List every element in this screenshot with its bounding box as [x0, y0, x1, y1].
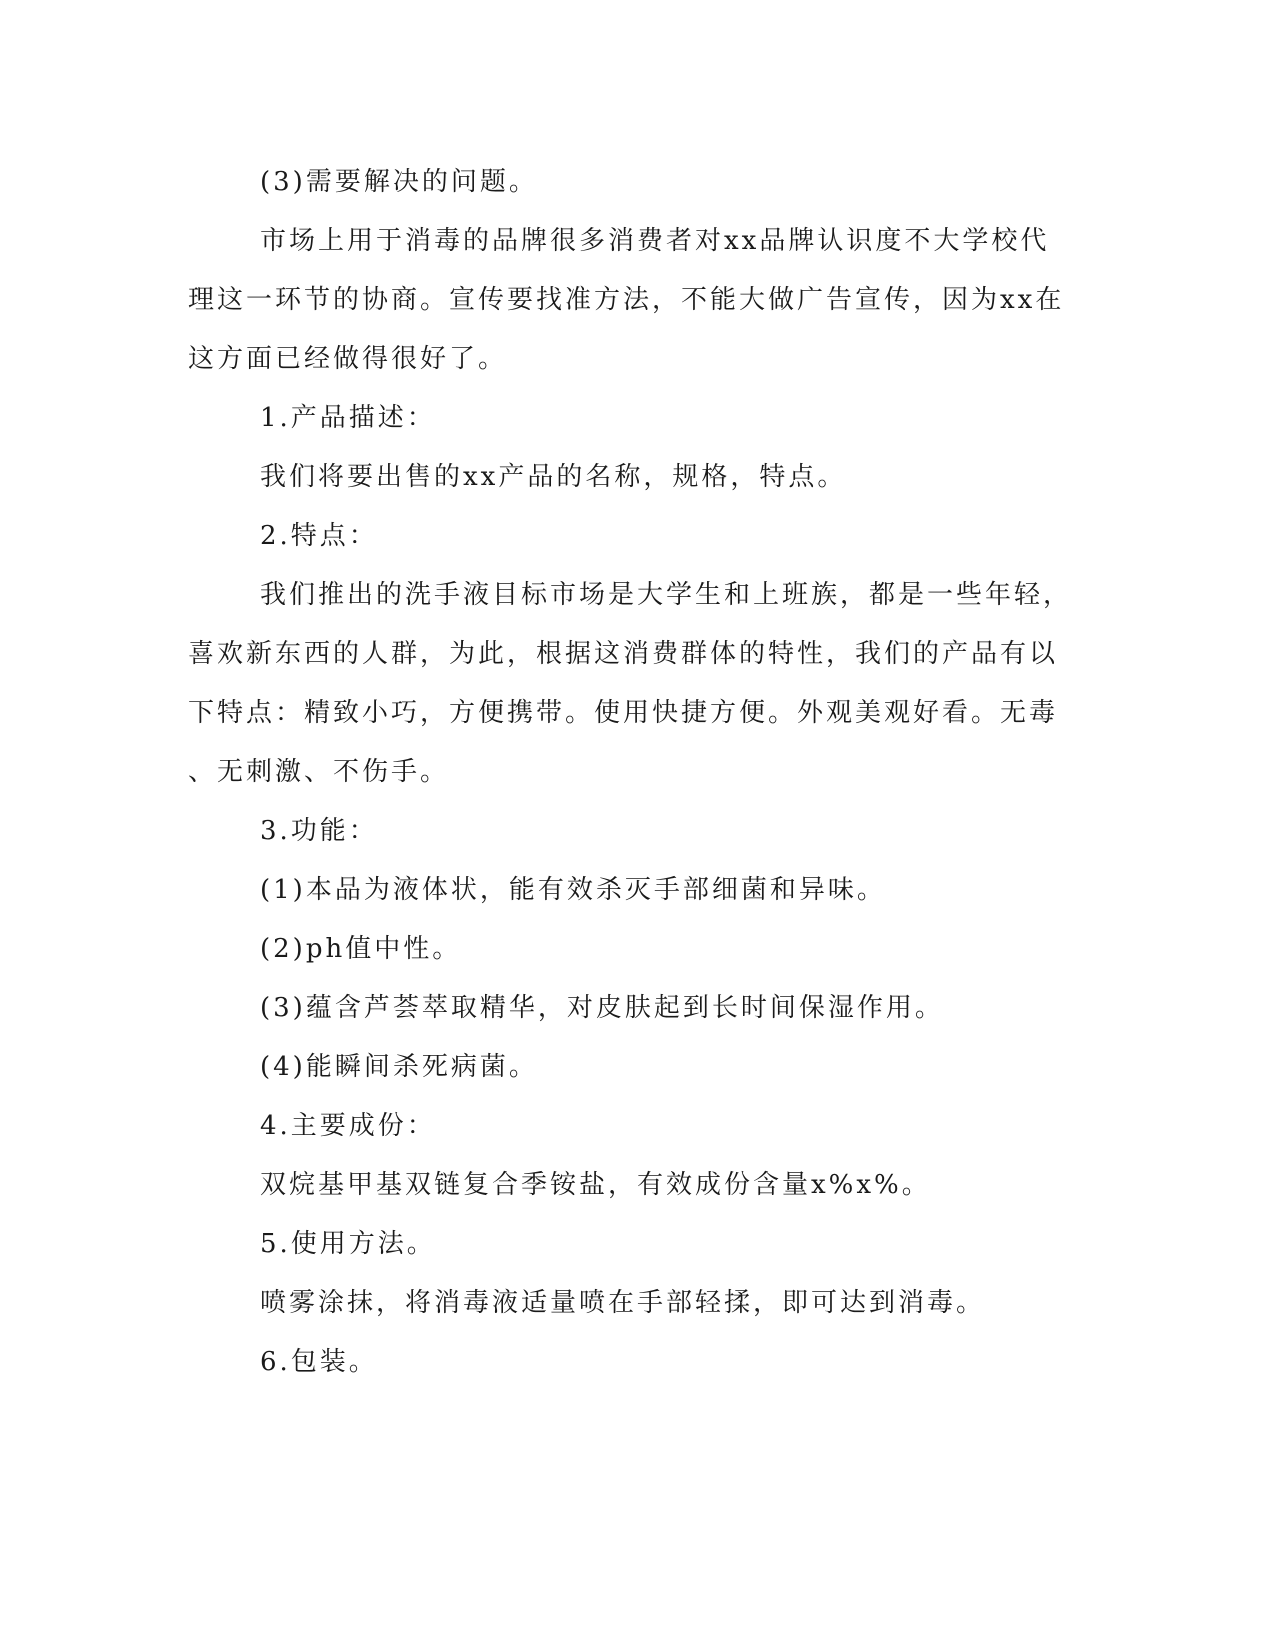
list-item: (4)能瞬间杀死病菌。: [260, 1052, 538, 1082]
paragraph-line: 双烷基甲基双链复合季铵盐，有效成份含量x%x%。: [260, 1170, 931, 1200]
paragraph-line: 这方面已经做得很好了。: [188, 344, 508, 374]
list-item: (3)蕴含芦荟萃取精华，对皮肤起到长时间保湿作用。: [260, 993, 944, 1023]
section-heading-functions: 3.功能：: [260, 816, 378, 846]
paragraph-line: 、无刺激、不伤手。: [188, 757, 450, 787]
list-item: (1)本品为液体状，能有效杀灭手部细菌和异味。: [260, 875, 886, 905]
section-heading-packaging: 6.包装。: [260, 1347, 378, 1377]
section-heading-problems: (3)需要解决的问题。: [260, 167, 538, 197]
paragraph-line: 我们推出的洗手液目标市场是大学生和上班族，都是一些年轻，: [260, 580, 1073, 610]
section-heading-features: 2.特点：: [260, 521, 378, 551]
section-heading-usage: 5.使用方法。: [260, 1229, 436, 1259]
paragraph-line: 喜欢新东西的人群，为此，根据这消费群体的特性，我们的产品有以: [188, 639, 1059, 669]
list-item: (2)ph值中性。: [260, 934, 462, 964]
section-heading-ingredients: 4.主要成份：: [260, 1111, 436, 1141]
paragraph-line: 喷雾涂抹，将消毒液适量喷在手部轻揉，即可达到消毒。: [260, 1288, 986, 1318]
paragraph-line: 下特点：精致小巧，方便携带。使用快捷方便。外观美观好看。无毒: [188, 698, 1059, 728]
paragraph-line: 市场上用于消毒的品牌很多消费者对xx品牌认识度不大学校代: [260, 226, 1050, 256]
section-heading-product-description: 1.产品描述：: [260, 403, 436, 433]
paragraph-line: 理这一环节的协商。宣传要找准方法，不能大做广告宣传，因为xx在: [188, 285, 1065, 315]
paragraph-line: 我们将要出售的xx产品的名称，规格，特点。: [260, 462, 847, 492]
